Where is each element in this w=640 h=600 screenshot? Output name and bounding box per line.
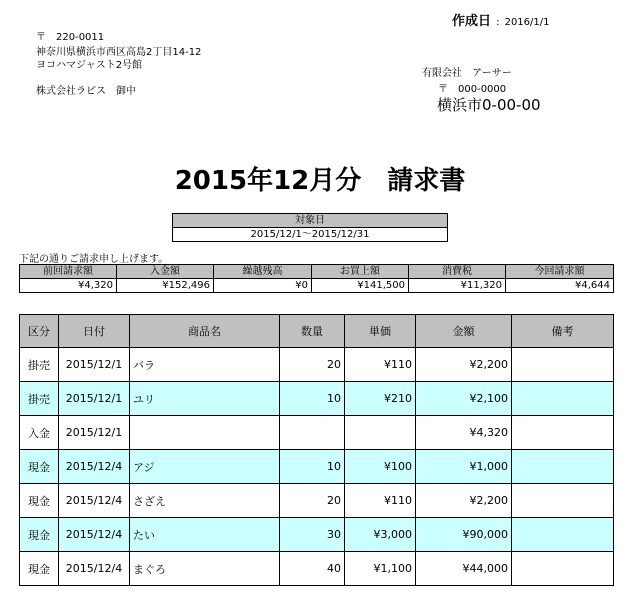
detail-cell-qty: 10 xyxy=(280,450,345,484)
summary-value-row xyxy=(20,279,614,293)
detail-cell-note xyxy=(512,518,614,552)
detail-cell-type: 現金 xyxy=(20,450,59,484)
billing-note: 下記の通りご請求申し上げます。 xyxy=(19,254,169,265)
detail-header-type: 区分 xyxy=(20,315,59,348)
summary-header-current: 今回請求額 xyxy=(506,265,614,279)
detail-cell-date: 2015/12/4 xyxy=(59,484,130,518)
table-row xyxy=(20,552,614,586)
table-row xyxy=(20,416,614,450)
detail-cell-amount: ¥1,000 xyxy=(416,450,512,484)
sender-postal: 〒 000-0000 xyxy=(438,84,507,95)
detail-cell-item: アジ xyxy=(130,450,280,484)
period-value: 2015/12/1～2015/12/31 xyxy=(173,228,448,242)
detail-cell-qty: 20 xyxy=(280,348,345,382)
detail-header-price: 単価 xyxy=(345,315,416,348)
detail-cell-item: まぐろ xyxy=(130,552,280,586)
summary-value-tax: ¥11,320 xyxy=(409,279,506,293)
detail-cell-qty: 10 xyxy=(280,382,345,416)
detail-cell-price: ¥1,100 xyxy=(345,552,416,586)
detail-cell-type: 掛売 xyxy=(20,382,59,416)
detail-cell-item: ユリ xyxy=(130,382,280,416)
detail-cell-price: ¥100 xyxy=(345,450,416,484)
detail-header-note: 備考 xyxy=(512,315,614,348)
detail-cell-item: さざえ xyxy=(130,484,280,518)
summary-header-payment: 入金額 xyxy=(117,265,214,279)
issue-date-value: 2016/1/1 xyxy=(504,17,550,28)
detail-header-date: 日付 xyxy=(59,315,130,348)
detail-cell-date: 2015/12/4 xyxy=(59,552,130,586)
detail-cell-note xyxy=(512,348,614,382)
table-row xyxy=(20,484,614,518)
issue-date-label: 作成日 xyxy=(452,14,492,29)
recipient-address2: ヨコハマジャスト2号館 xyxy=(36,60,143,71)
detail-table xyxy=(19,314,614,586)
issue-date-separator: : xyxy=(496,17,500,28)
detail-header-item: 商品名 xyxy=(130,315,280,348)
page-title: 2015年12月分 請求書 xyxy=(174,166,466,196)
detail-cell-item: バラ xyxy=(130,348,280,382)
sender-company: 有限会社 アーサー xyxy=(422,68,512,79)
detail-cell-type: 現金 xyxy=(20,484,59,518)
summary-table xyxy=(19,264,614,293)
detail-cell-item: たい xyxy=(130,518,280,552)
summary-value-current: ¥4,644 xyxy=(506,279,614,293)
detail-cell-type: 入金 xyxy=(20,416,59,450)
detail-cell-note xyxy=(512,552,614,586)
summary-value-prev: ¥4,320 xyxy=(20,279,117,293)
summary-header-row xyxy=(20,265,614,279)
detail-cell-date: 2015/12/1 xyxy=(59,416,130,450)
detail-cell-date: 2015/12/1 xyxy=(59,348,130,382)
detail-cell-price: ¥3,000 xyxy=(345,518,416,552)
detail-cell-note xyxy=(512,382,614,416)
detail-cell-amount: ¥4,320 xyxy=(416,416,512,450)
detail-cell-amount: ¥44,000 xyxy=(416,552,512,586)
summary-value-carryover: ¥0 xyxy=(214,279,312,293)
summary-header-purchase: お買上額 xyxy=(312,265,409,279)
recipient-name: 株式会社ラピス 御中 xyxy=(36,86,136,97)
detail-cell-price: ¥210 xyxy=(345,382,416,416)
summary-header-tax: 消費税 xyxy=(409,265,506,279)
period-header: 対象日 xyxy=(173,214,448,228)
detail-cell-amount: ¥2,100 xyxy=(416,382,512,416)
issue-date-line xyxy=(452,10,550,29)
summary-header-carryover: 繰越残高 xyxy=(214,265,312,279)
table-row xyxy=(20,450,614,484)
recipient-address1: 神奈川県横浜市西区高島2丁目14-12 xyxy=(36,47,202,58)
detail-cell-date: 2015/12/1 xyxy=(59,382,130,416)
detail-cell-qty: 30 xyxy=(280,518,345,552)
table-row xyxy=(20,518,614,552)
sender-address: 横浜市0-00-00 xyxy=(437,96,541,114)
detail-cell-qty: 40 xyxy=(280,552,345,586)
detail-cell-qty: 20 xyxy=(280,484,345,518)
summary-value-purchase: ¥141,500 xyxy=(312,279,409,293)
detail-cell-item xyxy=(130,416,280,450)
detail-cell-type: 現金 xyxy=(20,518,59,552)
detail-cell-amount: ¥2,200 xyxy=(416,348,512,382)
summary-value-payment: ¥152,496 xyxy=(117,279,214,293)
detail-header-qty: 数量 xyxy=(280,315,345,348)
detail-cell-price: ¥110 xyxy=(345,484,416,518)
detail-cell-price xyxy=(345,416,416,450)
detail-header-row xyxy=(20,315,614,348)
detail-cell-type: 掛売 xyxy=(20,348,59,382)
detail-cell-note xyxy=(512,450,614,484)
detail-cell-type: 現金 xyxy=(20,552,59,586)
recipient-postal: 〒 220-0011 xyxy=(36,32,105,43)
detail-cell-price: ¥110 xyxy=(345,348,416,382)
detail-cell-date: 2015/12/4 xyxy=(59,518,130,552)
detail-cell-note xyxy=(512,484,614,518)
period-table xyxy=(172,213,448,242)
detail-cell-amount: ¥90,000 xyxy=(416,518,512,552)
detail-cell-amount: ¥2,200 xyxy=(416,484,512,518)
table-row xyxy=(20,382,614,416)
detail-header-amount: 金額 xyxy=(416,315,512,348)
summary-header-prev: 前回請求額 xyxy=(20,265,117,279)
detail-cell-date: 2015/12/4 xyxy=(59,450,130,484)
table-row xyxy=(20,348,614,382)
detail-cell-note xyxy=(512,416,614,450)
detail-cell-qty xyxy=(280,416,345,450)
